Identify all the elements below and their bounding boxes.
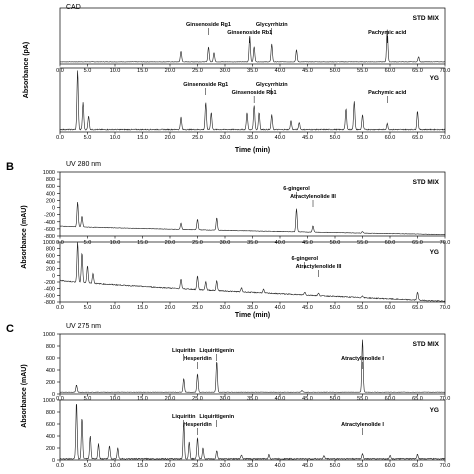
x-tick-label-b-0: 5.0: [83, 240, 92, 246]
x-tick-label-b-1: 15.0: [137, 305, 148, 311]
x-tick-label-a-0: 5.0: [83, 68, 92, 74]
x-tick-label-a-0: 50.0: [329, 68, 341, 74]
x-tick-label-a-0: 40.0: [274, 68, 286, 74]
x-tick-label-c-1: 65.0: [412, 463, 423, 469]
x-tick-label-a-0: 15.0: [137, 68, 148, 74]
x-tick-label-c-0: 70.0: [439, 396, 451, 402]
x-tick-label-a-0: 30.0: [219, 68, 231, 74]
y-tick-label-b-1: 0: [51, 273, 55, 280]
x-tick-label-a-1: 65.0: [412, 135, 423, 141]
x-tick-label-c-0: 10.0: [109, 396, 121, 402]
y-axis-label-a: Absorbance (pA): [23, 41, 30, 99]
x-tick-label-c-1: 45.0: [302, 463, 313, 469]
peak-label-a-0-3: Pachymic acid: [368, 30, 407, 36]
x-tick-label-c-1: 15.0: [137, 463, 148, 469]
series-label-a-1: YG: [429, 75, 439, 82]
x-tick-label-b-0: 45.0: [302, 240, 313, 246]
y-tick-label-c-0: 200: [45, 380, 55, 386]
x-tick-label-b-0: 40.0: [274, 240, 286, 246]
trace-b-yg: [60, 242, 445, 302]
series-label-c-1: YG: [429, 407, 439, 414]
peak-label-c-1-0: Liquiritin: [171, 414, 196, 420]
x-tick-label-b-1: 60.0: [384, 305, 396, 311]
x-tick-label-b-1: 70.0: [439, 305, 451, 311]
series-label-b-1: YG: [429, 249, 439, 256]
x-axis-label-b: Time (min): [234, 312, 271, 319]
plot-frame-b-0: [60, 172, 445, 236]
y-tick-label-c-0: 1000: [42, 332, 55, 338]
y-tick-label-b-1: -200: [43, 280, 55, 286]
plot-frame-b-1: [60, 242, 445, 302]
y-tick-label-b-1: -600: [43, 293, 55, 300]
x-tick-label-a-1: 70.0: [439, 135, 451, 141]
trace-c-std-mix: [60, 340, 445, 393]
x-tick-label-a-0: 55.0: [357, 68, 368, 74]
x-tick-label-a-0: 20.0: [164, 68, 176, 74]
y-tick-label-b-1: 600: [45, 253, 55, 260]
y-tick-label-b-0: 1000: [42, 170, 55, 176]
x-tick-label-a-1: 10.0: [109, 135, 121, 141]
x-tick-label-b-1: 20.0: [164, 305, 176, 311]
x-tick-label-b-0: 65.0: [412, 240, 423, 246]
x-tick-label-c-0: 30.0: [219, 396, 231, 402]
y-tick-label-b-1: -400: [43, 286, 55, 293]
y-tick-label-b-0: -600: [43, 226, 55, 233]
x-tick-label-c-1: 60.0: [384, 463, 396, 469]
y-tick-label-b-1: 1000: [42, 240, 55, 246]
peak-label-b-1-0: 6-gingerol: [291, 256, 319, 262]
x-tick-label-c-1: 25.0: [192, 463, 203, 469]
x-tick-label-b-0: 15.0: [137, 240, 148, 246]
peak-label-b-0-1: Atractylenolide III: [290, 194, 336, 200]
x-tick-label-b-1: 10.0: [109, 305, 121, 311]
y-tick-label-b-0: -800: [43, 234, 55, 240]
x-tick-label-a-1: 55.0: [357, 135, 368, 141]
peak-label-b-1-1: Atractylenolide III: [295, 264, 342, 270]
y-tick-label-c-0: 0: [51, 392, 55, 398]
x-tick-label-b-0: 30.0: [219, 240, 231, 246]
y-tick-label-c-1: 800: [45, 410, 55, 416]
y-tick-label-c-1: 600: [45, 422, 55, 428]
panel-label-b: B: [6, 161, 14, 173]
peak-label-a-1-0: Ginsenoside Rg1: [183, 82, 229, 88]
x-tick-label-a-1: 30.0: [219, 135, 231, 141]
x-tick-label-b-1: 5.0: [83, 305, 92, 311]
x-tick-label-a-1: 45.0: [302, 135, 313, 141]
x-tick-label-c-1: 40.0: [274, 463, 286, 469]
x-tick-label-c-0: 55.0: [357, 396, 368, 402]
plot-frame-c-1: [60, 400, 445, 460]
x-tick-label-c-1: 50.0: [329, 463, 341, 469]
trace-b-std-mix: [60, 202, 445, 235]
x-tick-label-b-1: 40.0: [274, 305, 286, 311]
detector-label-b: UV 280 nm: [66, 161, 102, 168]
x-tick-label-a-1: 35.0: [247, 135, 258, 141]
x-tick-label-a-1: 15.0: [137, 135, 148, 141]
x-tick-label-a-1: 0.0: [56, 135, 64, 141]
x-tick-label-c-0: 15.0: [137, 396, 148, 402]
x-tick-label-a-1: 40.0: [274, 135, 286, 141]
y-tick-label-b-1: -800: [43, 300, 55, 306]
peak-label-c-1-2: Liquiritigenin: [199, 414, 235, 420]
peak-label-c-0-1: Hesperidin: [183, 356, 212, 362]
series-label-a-0: STD MIX: [412, 15, 439, 22]
y-tick-label-c-1: 400: [45, 434, 55, 440]
x-tick-label-c-0: 35.0: [247, 396, 258, 402]
y-tick-label-c-1: 0: [51, 458, 55, 464]
y-tick-label-c-0: 400: [45, 368, 55, 374]
y-tick-label-b-0: 0: [51, 205, 55, 212]
y-tick-label-c-1: 1000: [42, 398, 55, 404]
panel-label-c: C: [6, 323, 14, 335]
x-tick-label-a-0: 0.0: [56, 68, 64, 74]
detector-label-c: UV 275 nm: [66, 323, 102, 330]
x-tick-label-c-1: 20.0: [164, 463, 176, 469]
peak-label-c-1-3: Atractylenolide I: [341, 422, 384, 428]
peak-label-a-1-3: Pachymic acid: [368, 90, 407, 96]
x-tick-label-b-1: 55.0: [357, 305, 368, 311]
x-tick-label-a-0: 35.0: [247, 68, 258, 74]
x-tick-label-b-0: 20.0: [164, 240, 176, 246]
peak-label-a-1-1: Ginsenoside Rb1: [231, 90, 277, 96]
y-tick-label-b-1: 800: [45, 246, 55, 253]
x-tick-label-a-0: 70.0: [439, 68, 451, 74]
y-tick-label-b-0: 400: [45, 191, 55, 198]
y-tick-label-b-0: 800: [45, 177, 55, 184]
x-tick-label-c-0: 25.0: [192, 396, 203, 402]
y-tick-label-c-1: 200: [45, 446, 55, 452]
x-tick-label-b-1: 45.0: [302, 305, 313, 311]
x-tick-label-b-1: 65.0: [412, 305, 423, 311]
peak-label-a-0-0: Ginsenoside Rg1: [186, 22, 231, 28]
x-tick-label-c-1: 10.0: [109, 463, 121, 469]
x-tick-label-b-0: 70.0: [439, 240, 451, 246]
x-tick-label-c-0: 20.0: [164, 396, 176, 402]
x-tick-label-b-1: 50.0: [329, 305, 341, 311]
series-label-b-0: STD MIX: [412, 179, 439, 186]
peak-label-c-0-0: Liquiritin: [171, 348, 196, 354]
trace-c-yg: [60, 404, 445, 459]
x-tick-label-c-0: 50.0: [329, 396, 341, 402]
y-axis-label-c: Absorbance (mAU): [21, 364, 28, 428]
detector-label-a: CAD: [66, 4, 81, 11]
x-tick-label-c-1: 35.0: [247, 463, 258, 469]
y-tick-label-b-0: -400: [43, 219, 55, 226]
peak-label-a-0-2: Glycyrrhizin: [255, 22, 288, 28]
peak-label-a-1-2: Glycyrrhizin: [255, 82, 288, 88]
y-tick-label-b-0: -200: [43, 212, 55, 219]
x-tick-label-a-0: 45.0: [302, 68, 313, 74]
x-tick-label-b-0: 50.0: [329, 240, 341, 246]
y-tick-label-b-1: 200: [45, 266, 55, 273]
x-tick-label-c-0: 40.0: [274, 396, 286, 402]
y-tick-label-b-0: 200: [45, 198, 55, 205]
x-tick-label-a-1: 50.0: [329, 135, 341, 141]
y-axis-label-b: Absorbance (mAU): [21, 205, 28, 269]
x-tick-label-a-1: 60.0: [384, 135, 396, 141]
x-tick-label-c-1: 70.0: [439, 463, 451, 469]
x-tick-label-a-0: 65.0: [412, 68, 423, 74]
peak-label-c-0-3: Atractylenolide I: [341, 356, 384, 362]
x-tick-label-c-0: 0.0: [56, 396, 64, 402]
x-tick-label-b-1: 25.0: [192, 305, 203, 311]
y-tick-label-c-0: 600: [45, 356, 55, 362]
peak-label-c-0-2: Liquiritigenin: [199, 348, 235, 354]
series-label-c-0: STD MIX: [412, 341, 439, 348]
x-tick-label-b-0: 60.0: [384, 240, 396, 246]
x-tick-label-a-1: 25.0: [192, 135, 203, 141]
x-tick-label-a-0: 10.0: [109, 68, 121, 74]
x-tick-label-b-0: 55.0: [357, 240, 368, 246]
x-tick-label-c-0: 65.0: [412, 396, 423, 402]
y-tick-label-b-1: 400: [45, 260, 55, 266]
x-tick-label-a-1: 5.0: [83, 135, 92, 141]
y-tick-label-b-0: 600: [45, 184, 55, 191]
x-tick-label-b-1: 0.0: [56, 305, 64, 311]
x-tick-label-c-1: 0.0: [56, 463, 64, 469]
peak-label-c-1-1: Hesperidin: [183, 422, 212, 428]
x-tick-label-a-0: 60.0: [384, 68, 396, 74]
x-tick-label-b-1: 30.0: [219, 305, 231, 311]
peak-label-b-0-0: 6-gingerol: [283, 186, 310, 192]
x-tick-label-b-0: 10.0: [109, 240, 121, 246]
x-tick-label-b-0: 25.0: [192, 240, 203, 246]
x-tick-label-c-0: 60.0: [384, 396, 396, 402]
x-tick-label-b-1: 35.0: [247, 305, 258, 311]
x-tick-label-c-0: 5.0: [83, 396, 92, 402]
x-tick-label-c-1: 30.0: [219, 463, 231, 469]
plot-frame-c-0: [60, 334, 445, 394]
x-axis-label-a: Time (min): [234, 147, 271, 154]
x-tick-label-b-0: 35.0: [247, 240, 258, 246]
x-tick-label-a-1: 20.0: [164, 135, 176, 141]
x-tick-label-b-0: 0.0: [56, 240, 64, 246]
x-tick-label-c-0: 45.0: [302, 396, 313, 402]
peak-label-a-0-1: Ginsenoside Rb1: [227, 30, 273, 36]
x-tick-label-a-0: 25.0: [192, 68, 203, 74]
y-tick-label-c-0: 800: [45, 344, 55, 350]
x-tick-label-c-1: 55.0: [357, 463, 368, 469]
x-tick-label-c-1: 5.0: [83, 463, 92, 469]
